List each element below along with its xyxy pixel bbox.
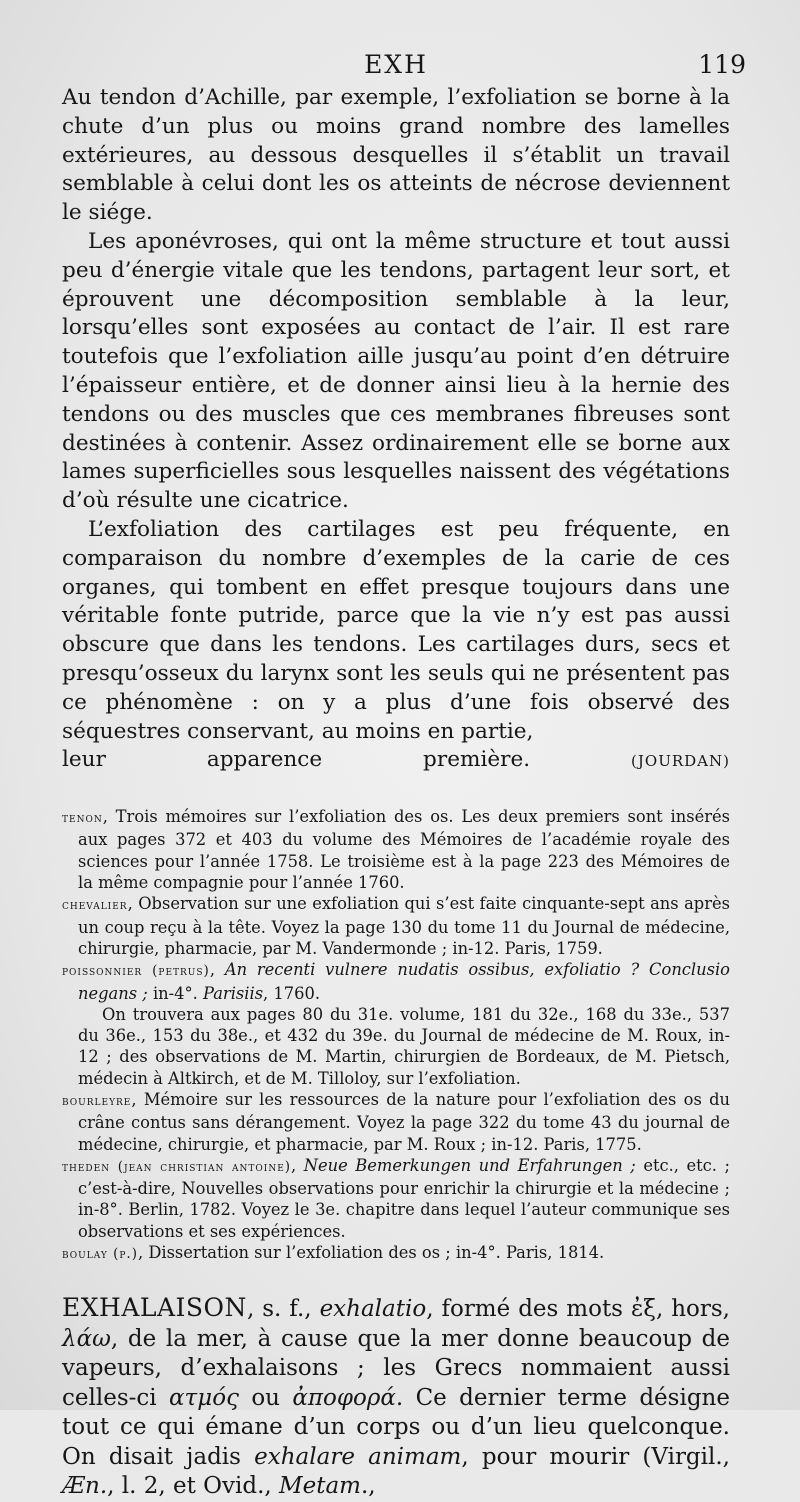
- entry-citation: Æn.: [62, 1473, 108, 1500]
- page-header: [62, 50, 746, 84]
- entry-greek-term: λάω: [62, 1325, 111, 1352]
- entry-paragraph: [62, 1293, 730, 1502]
- bibliography-place: Parisiis: [203, 983, 264, 1003]
- entry-headword: EXHALAISON: [62, 1293, 247, 1323]
- paragraph-2: Les aponévroses, qui ont la même structure et tout aussi peu d’énergie vitale que les tendons, partagent leur sort, et éprouvent une décomposition semblable à la leur, lorsqu’elles sont exposées au contact de l’air. Il est rare toutefois que l’exfoliation aille jusqu’au point d’en détruire l’épaisseur entière, et de donner ainsi lieu à la hernie des tendons ou des muscles que ces membranes fibreuses sont destinées à contenir. Assez ordinairement elle se borne aux lames superficielles sous lesquelles naissent des végétations d’où résulte une cicatrice.: [62, 228, 730, 514]
- entry-greek-term: ἀποφορά: [292, 1384, 396, 1411]
- entry-text: . Ce dernier terme désigne tout ce qui émane d’un corps ou d’un lieu quelconque. On disait jadis: [62, 1384, 730, 1470]
- bibliography-text: , 1760.: [263, 983, 321, 1003]
- bibliography-author: bourleyre: [62, 1092, 132, 1109]
- bibliography-author: boulay (p.): [62, 1246, 138, 1263]
- entry-text: , de la mer, à cause que la mer donne beaucoup de vapeurs, d’exhalaisons ; les Grecs nommaient aussi celles-ci: [62, 1325, 730, 1411]
- bibliography-continuation: [62, 1004, 730, 1089]
- dictionary-entry: [62, 1293, 730, 1502]
- bibliography-text: in-4°.: [147, 983, 203, 1003]
- paragraph-3: [62, 516, 730, 746]
- bibliography-author: chevalier: [62, 897, 128, 914]
- paragraph-3-main: L’exfoliation des cartilages est peu fréquente, en comparaison du nombre d’exemples de la carie de ces organes, qui tombent en effet presque toujours dans une véritable fonte putride, parce que la vie n’y est pas aussi obscure que dans les tendons. Les cartilages durs, secs et presqu’osseux du larynx sont les seuls qui ne présentent pas ce phénomène : on y a plus d’une fois observé des séquestres conservant, au moins en partie,: [62, 516, 730, 744]
- bibliography-author: tenon: [62, 810, 103, 827]
- entry-latin-phrase: exhalare animam: [254, 1443, 462, 1470]
- bibliography-entry: [62, 959, 730, 1004]
- entry-greek-term: ατμός: [169, 1384, 239, 1411]
- bibliography-text: , Trois mémoires sur l’exfoliation des os. Les deux premiers sont insérés aux pages 372 et 403 du volume des Mémoires de l’académie royale des sciences pour l’année 1758. Le troisième est à la page 223 des Mémoires de la même compagnie pour l’année 1760.: [78, 807, 730, 893]
- bibliography-text: On trouvera aux pages 80 du 31e. volume, 181 du 32e., 168 du 33e., 537 du 36e., 153 du 38e., et 432 du 39e. du Journal de médecine de M. Roux, in-12 ; des observations de M. Martin, chirurgien de Bordeaux, de M. Pietsch, médecin à Altkirch, et de M. Tilloloy, sur l’exfoliation.: [78, 1004, 730, 1088]
- entry-text: , l. 2, et Ovid.,: [107, 1473, 280, 1500]
- article-body: [62, 84, 730, 776]
- bibliography-title: An recenti vulnere nudatis ossibus, exfoliatio ? Conclusio negans ;: [78, 960, 730, 1003]
- entry-text: , formé des mots ἐξ, hors,: [426, 1296, 730, 1323]
- bibliography-entry: [62, 806, 730, 893]
- bibliography-author: theden (jean christian antoine): [62, 1158, 292, 1175]
- entry-text: ou: [238, 1384, 293, 1411]
- bibliography-title: Neue Bemerkungen und Erfahrungen ;: [303, 1155, 636, 1175]
- bibliography-text: etc., etc. ; c’est-à-dire, Nouvelles observations pour enrichir la chirurgie et la médecine ; in-8°. Berlin, 1782. Voyez le 3e. chapitre dans lequel l’auteur communique ses observations et ses expériences.: [78, 1155, 730, 1241]
- paragraph-3-closing: [62, 746, 730, 776]
- bibliography-text: , Observation sur une exfoliation qui s’est faite cinquante-sept ans après un coup reçu à la tête. Voyez la page 130 du tome 11 du Journal de médecine, chirurgie, pharmacie, par M. Vandermonde ; in-12. Paris, 1759.: [78, 894, 730, 958]
- bibliography-text: ,: [209, 960, 225, 980]
- entry-text: .,: [360, 1473, 376, 1500]
- author-signature: (JOURDAN): [631, 752, 730, 771]
- bibliography-text: , Dissertation sur l’exfoliation des os ; in-4°. Paris, 1814.: [137, 1243, 605, 1263]
- entry-citation: Metam: [279, 1473, 361, 1500]
- page-number: 119: [698, 50, 746, 79]
- entry-latin-term: exhalatio: [319, 1296, 427, 1323]
- bibliography-entry: [62, 893, 730, 959]
- bibliography-author: poissonnier (petrus): [62, 963, 210, 980]
- bibliography: [62, 806, 730, 1265]
- bibliography-text: , Mémoire sur les ressources de la nature pour l’exfoliation des os du crâne contus sans dérangement. Voyez la page 322 du tome 43 du journal de médecine, chirurgie, et pharmacie, par M. Roux ; in-12. Paris, 1775.: [78, 1089, 730, 1154]
- paragraph-3-last: leur apparence première.: [62, 747, 531, 773]
- entry-text: , s. f.,: [246, 1296, 320, 1323]
- bibliography-entry: [62, 1089, 730, 1155]
- bibliography-entry: [62, 1155, 730, 1242]
- bibliography-entry: [62, 1242, 730, 1265]
- paragraph-1: Au tendon d’Achille, par exemple, l’exfoliation se borne à la chute d’un plus ou moins grand nombre des lamelles extérieures, au dessous desquelles il s’établit un travail semblable à celui dont les os atteints de nécrose deviennent le siége.: [62, 85, 730, 226]
- entry-text: , pour mourir (Virgil.,: [461, 1443, 730, 1470]
- running-head: EXH: [364, 50, 428, 79]
- bibliography-text: ,: [291, 1155, 304, 1175]
